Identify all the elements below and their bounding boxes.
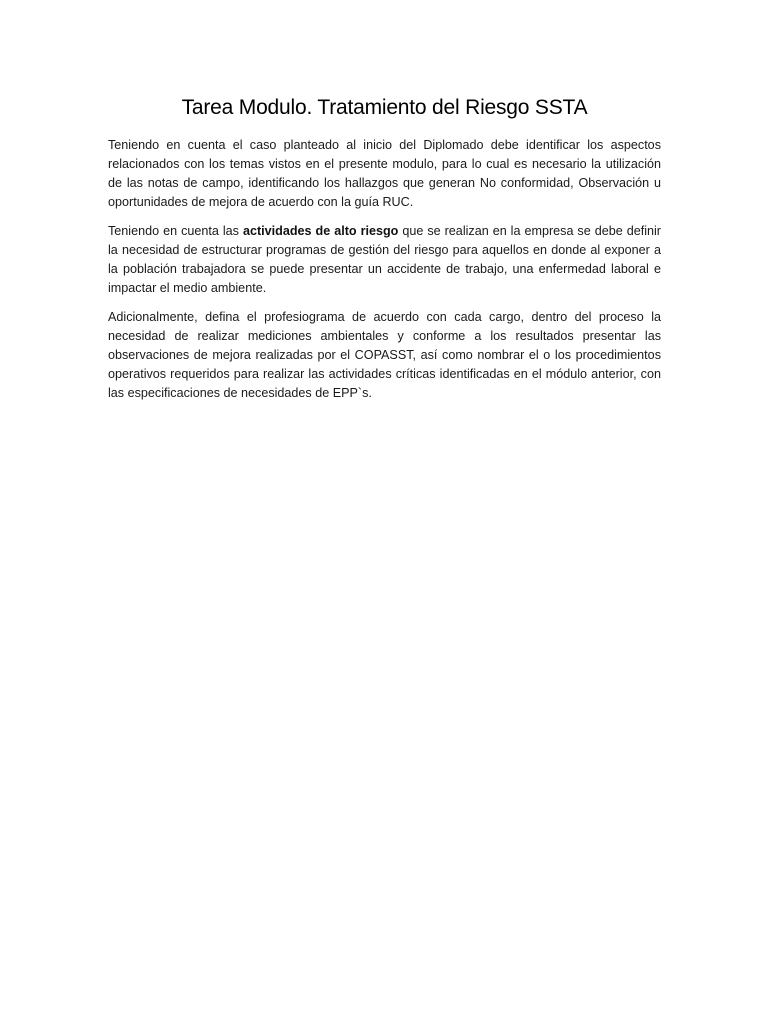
document-content <box>108 94 661 413</box>
paragraph-2-rest: que se realizan en la empresa se debe definir la necesidad de estructurar programas de gestión del riesgo para aquellos en donde al exponer a la población trabajadora se puede presentar un accidente de trabajo, una enfermedad laboral e impactar el medio ambiente. <box>108 224 661 295</box>
document-title: Tarea Modulo. Tratamiento del Riesgo SSTA <box>181 96 588 119</box>
highlight-high-risk-activities: actividades de alto riesgo <box>242 224 399 238</box>
paragraph-1: Teniendo en cuenta el caso planteado al inicio del Diplomado debe identificar los aspectos relacionados con los temas vistos en el presente modulo, para lo cual es necesario la utilización de las notas de campo, identificando los hallazgos que generan No conformidad, Observación u oportunidades de mejora de acuerdo con la guía RUC. <box>108 138 661 209</box>
paragraph-2-intro: Teniendo en cuenta las <box>108 224 243 238</box>
paragraph-2 <box>108 222 661 298</box>
paragraph-3: Adicionalmente, defina el profesiograma de acuerdo con cada cargo, dentro del proceso la necesidad de realizar mediciones ambientales y conforme a los resultados presentar las observaciones de mejora realizadas por el COPASST, así como nombrar el o los procedimientos operativos requeridos para realizar las actividades críticas identificadas en el módulo anterior, con las especificaciones de necesidades de EPP`s. <box>108 310 661 400</box>
